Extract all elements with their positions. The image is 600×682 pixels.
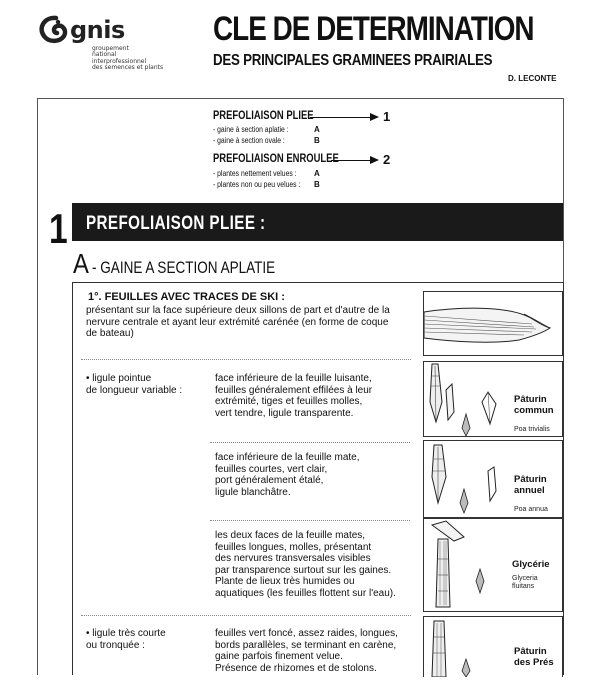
species-description: face inférieure de la feuille luisante, feuilles généralement effilées à leur extrémité, tiges et feuilles molles, vert tendre, ligule transparente.: [215, 373, 373, 419]
species-common-name: Pâturin annuel: [514, 474, 547, 496]
subsection-letter: A: [73, 248, 89, 279]
criterion-title: 1°. FEUILLES AVEC TRACES DE SKI :: [88, 291, 285, 303]
key-option: - plantes nettement velues :: [213, 169, 297, 178]
species-common-name: Pâturin commun: [514, 394, 554, 416]
section-number: 1: [49, 205, 68, 252]
key-arrow-2: [331, 160, 372, 161]
dotted-separator: [210, 520, 410, 521]
dotted-separator: [81, 615, 411, 616]
section-title: PREFOLIAISON PLIEE :: [86, 213, 266, 234]
subsection-title: - GAINE A SECTION APLATIE: [92, 259, 276, 277]
key-number-1: 1: [383, 109, 391, 124]
frame-left-rule: [37, 98, 38, 675]
key-option-letter: A: [314, 125, 320, 134]
leaf-tip-illustration: [423, 291, 563, 356]
criterion-description: présentant sur la face supérieure deux sillons de part et d'autre de la nervure centrale et ayant leur extrémité carénée (en forme de coque de bateau): [86, 305, 390, 339]
species-latin-name: Poa trivialis: [514, 426, 550, 433]
key-option-letter: A: [314, 169, 320, 178]
species-common-name: Glycérie: [512, 559, 550, 570]
author: D. LECONTE: [508, 74, 557, 83]
ligule-group-label: • ligule très courte ou tronquée :: [86, 628, 166, 651]
frame-top-rule: [37, 98, 564, 99]
species-common-name: Pâturin des Prés: [514, 646, 554, 668]
dotted-separator: [210, 442, 410, 443]
arrow-right-icon: [370, 113, 379, 121]
dotted-separator: [81, 359, 411, 360]
key-option: - gaine à section ovale :: [213, 136, 285, 145]
key-option: - gaine à section aplatie :: [213, 125, 289, 134]
arrow-right-icon: [370, 156, 379, 164]
key-option: - plantes non ou peu velues :: [213, 180, 301, 189]
document-title: CLE DE DETERMINATION: [213, 10, 534, 48]
key-option-letter: B: [314, 136, 320, 145]
key-option-letter: B: [314, 180, 320, 189]
species-latin-name: Glyceria fluitans: [512, 575, 538, 590]
species-latin-name: Poa annua: [514, 506, 548, 513]
key-heading-2: PREFOLIAISON ENROULEE: [213, 153, 339, 165]
content-box-top-rule: [72, 282, 563, 283]
species-description: les deux faces de la feuille mates, feuilles longues, molles, présentant des nervures transversales visibles par transparence surtout sur les gaines. Plante de lieux très humides ou aquatiques (les feuilles flottent sur l'eau).: [215, 530, 396, 599]
key-heading-1: PREFOLIAISON PLIEE: [213, 110, 314, 122]
species-description: feuilles vert foncé, assez raides, longues, bords parallèles, se terminant en carène, gaine parfois finement velue. Présence de rhizomes et de stolons.: [215, 628, 398, 674]
species-description: face inférieure de la feuille mate, feuilles courtes, vert clair, port généralement étalé, ligule blanchâtre.: [215, 452, 360, 498]
logo-subtitle: groupement national interprofessionnel des semences et plants: [92, 45, 164, 72]
document-subtitle: DES PRINCIPALES GRAMINEES PRAIRIALES: [213, 52, 493, 69]
ligule-group-label: • ligule pointue de longueur variable :: [86, 373, 183, 396]
key-number-2: 2: [383, 152, 391, 167]
key-arrow-1: [310, 117, 372, 118]
logo-text: gnis: [70, 16, 125, 44]
